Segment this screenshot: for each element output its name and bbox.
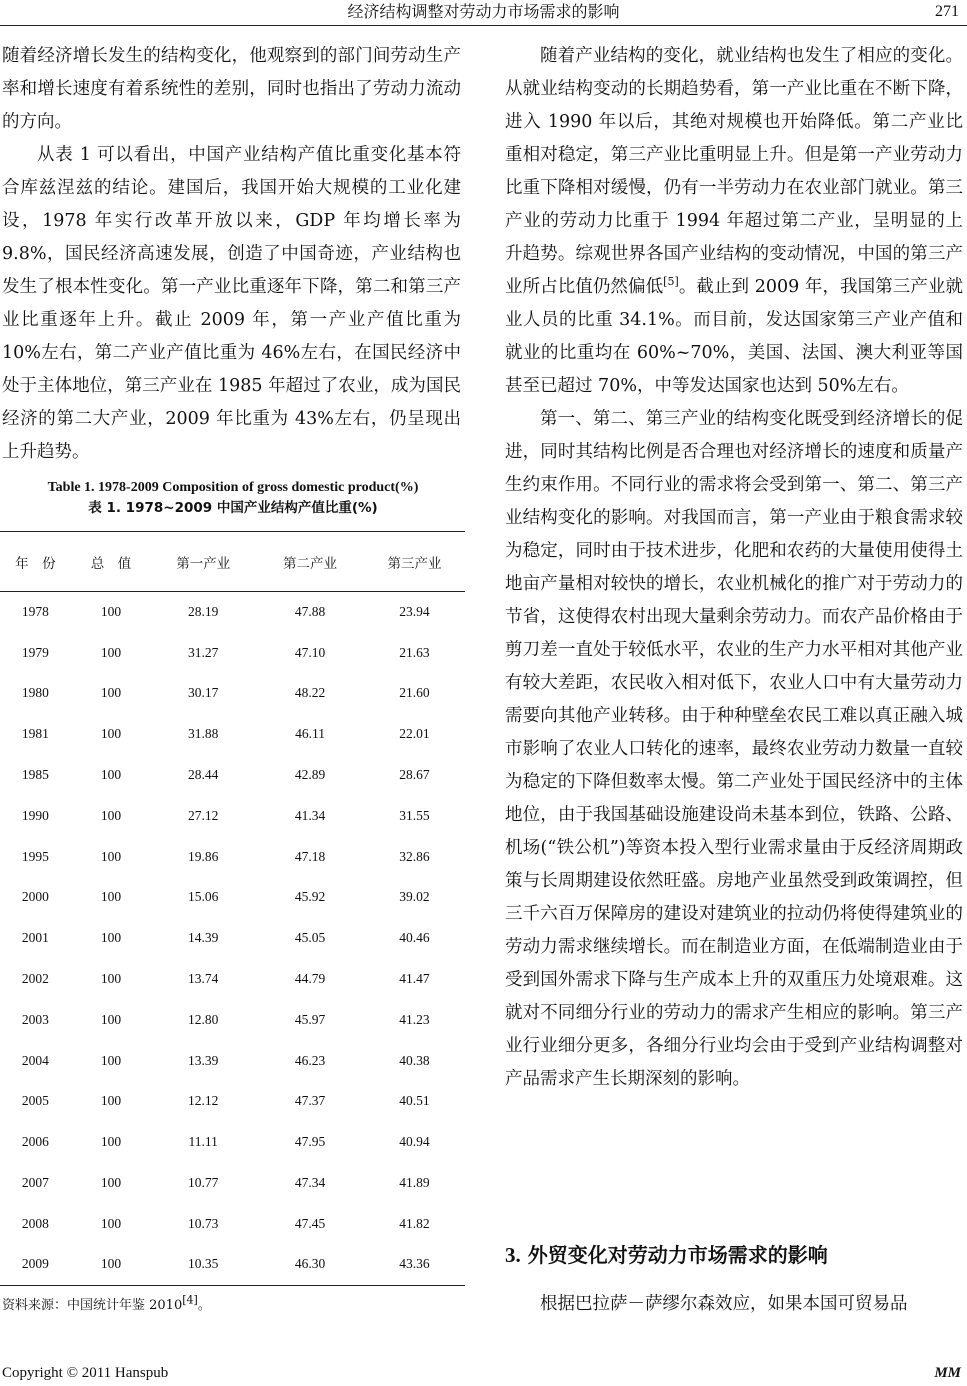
source-reference: [4] (182, 1293, 198, 1307)
table-source-note (2, 1293, 211, 1316)
cell-total: 100 (100, 1093, 122, 1109)
cell-year: 1990 (21, 807, 49, 823)
footer-journal: MM (934, 1365, 961, 1381)
table-header-row (0, 532, 465, 592)
table-row (0, 959, 465, 1000)
cell-primary: 19.86 (188, 848, 219, 864)
right-paragraph-1-text-a: 随着产业结构的变化，就业结构也发生了相应的变化。从就业结构变动的长期趋势看，第一产业比重在不断下降，进入 1990 年以后，其绝对规模也开始降低。第二产业比重相对稳定，第三产业比重明显上升。但是第一产业劳动力比重下降相对缓慢，仍有一半劳动力在农业部门就业。第三产业的劳动力比重于 1994 年超过第二产业，呈明显的上升趋势。综观世界各国产业结构的变动情况，中国的第三产业所占比值仍然偏低 (505, 46, 963, 297)
cell-year: 1985 (21, 767, 49, 783)
footer-copyright: Copyright © 2011 Hanspub (2, 1365, 169, 1381)
cell-total: 100 (100, 644, 122, 660)
left-paragraph-1: 随着经济增长发生的结构变化，他观察到的部门间劳动生产率和增长速度有着系统性的差别，同时也指出了劳动力流动的方向。 (2, 46, 461, 132)
cell-total: 100 (100, 889, 122, 905)
cell-total: 100 (100, 726, 122, 742)
cell-secondary: 48.22 (294, 685, 326, 701)
cell-total: 100 (100, 1052, 122, 1068)
cell-secondary: 47.18 (294, 848, 326, 864)
cell-primary: 13.74 (188, 971, 219, 987)
cell-primary: 27.12 (188, 807, 219, 823)
cell-year: 2004 (21, 1052, 49, 1068)
cell-tertiary: 40.94 (399, 1134, 430, 1150)
cell-primary: 10.73 (188, 1215, 219, 1231)
cell-secondary: 47.45 (294, 1215, 326, 1231)
table-caption-zh: 表 1. 1978~2009 中国产业结构产值比重(%) (88, 500, 378, 516)
cell-primary: 28.44 (188, 767, 219, 783)
table-caption (0, 478, 466, 518)
cell-tertiary: 39.02 (399, 889, 430, 905)
cell-year: 2007 (21, 1175, 49, 1191)
right-paragraph-1 (505, 40, 963, 403)
cell-year: 2008 (21, 1215, 49, 1231)
cell-total: 100 (100, 1011, 122, 1027)
table-row (0, 714, 465, 755)
cell-tertiary: 31.55 (399, 807, 430, 823)
cell-secondary: 47.37 (294, 1093, 326, 1109)
right-paragraph-1-text-b: 。截止到 2009 年，我国第三产业就业人员的比重 34.1%。而目前，发达国家第三产业产值和就业的比重均在 60%~70%，美国、法国、澳大利亚等国甚至已超过 70%，中等发达国家也达到 50%左右。 (505, 277, 963, 396)
reference-5: [5] (663, 275, 679, 289)
table-row (0, 755, 465, 796)
table-row (0, 673, 465, 714)
table-row (0, 836, 465, 877)
page-number: 271 (935, 3, 959, 20)
table-row (0, 877, 465, 918)
cell-year: 2006 (21, 1134, 49, 1150)
cell-secondary: 46.11 (295, 726, 325, 742)
cell-secondary: 45.05 (294, 930, 326, 946)
cell-total: 100 (100, 807, 122, 823)
header-secondary: 第二产业 (256, 532, 364, 592)
source-end: 。 (197, 1298, 211, 1313)
cell-secondary: 47.34 (294, 1175, 326, 1191)
cell-primary: 14.39 (188, 930, 219, 946)
cell-total: 100 (100, 1215, 122, 1231)
cell-total: 100 (100, 767, 122, 783)
cell-tertiary: 23.94 (399, 604, 430, 620)
cell-tertiary: 21.60 (399, 685, 430, 701)
cell-tertiary: 28.67 (399, 767, 430, 783)
cell-total: 100 (100, 848, 122, 864)
cell-tertiary: 41.89 (399, 1175, 430, 1191)
running-title: 经济结构调整对劳动力市场需求的影响 (347, 2, 620, 21)
cell-tertiary: 21.63 (399, 644, 430, 660)
right-paragraph-2: 第一、第二、第三产业的结构变化既受到经济增长的促进，同时其结构比例是否合理也对经济增长的速度和质量产生约束作用。不同行业的需求将会受到第一、第二、第三产业结构变化的影响。对我国而言，第一产业由于粮食需求较为稳定，同时由于技术进步，化肥和农药的大量使用使得土地亩产量相对较快的增长，农业机械化的推广对于劳动力的节省，这使得农村出现大量剩余劳动力。而农产品价格由于剪刀差一直处于较低水平，农业的生产力水平相对其他产业有较大差距，农民收入相对低下，农业人口中有大量劳动力需要向其他产业转移。由于种种壁垒农民工难以真正融入城市影响了农业人口转化的速率，最终农业劳动力数量一直较为稳定的下降但数率太慢。第二产业处于国民经济中的主体地位，由于我国基础设施建设尚未基本到位，铁路、公路、机场(“铁公机”)等资本投入型行业需求量由于反经济周期政策与长周期建设依然旺盛。房地产业虽然受到政策调控，但三千六百万保障房的建设对建筑业的拉动仍将使得建筑业的劳动力需求继续增长。而在制造业方面，在低端制造业由于受到国外需求下降与生产成本上升的双重压力处境艰难。这就对不同细分行业的劳动力的需求产生相应的影响。第三产业行业细分更多，各细分行业均会由于受到产业结构调整对产品需求产生长期深刻的影响。 (505, 409, 963, 1089)
cell-tertiary: 32.86 (399, 848, 430, 864)
table-row (0, 918, 465, 959)
cell-year: 2009 (0, 1244, 72, 1285)
cell-secondary: 42.89 (294, 767, 326, 783)
cell-primary: 11.11 (188, 1134, 218, 1150)
cell-year: 1981 (21, 726, 49, 742)
cell-primary: 31.27 (188, 644, 219, 660)
table-row (0, 999, 465, 1040)
table-row (0, 1163, 465, 1204)
cell-primary: 12.12 (188, 1093, 219, 1109)
left-column (2, 40, 461, 469)
cell-year: 1979 (21, 644, 49, 660)
header-total: 总 值 (72, 532, 151, 592)
cell-secondary: 47.88 (294, 604, 326, 620)
cell-primary: 30.17 (188, 685, 219, 701)
gdp-composition-table (0, 531, 465, 1286)
section-title: 外贸变化对劳动力市场需求的影响 (527, 1243, 828, 1267)
cell-secondary: 46.30 (256, 1244, 364, 1285)
cell-primary: 12.80 (188, 1011, 219, 1027)
left-paragraph-2: 从表 1 可以看出，中国产业结构产值比重变化基本符合库兹涅兹的结论。建国后，我国开始大规模的工业化建设，1978 年实行改革开放以来，GDP 年均增长率为 9.8%，国民经济高速发展，创造了中国奇迹，产业结构也发生了根本性变化。第一产业比重逐年下降，第二和第三产业比重逐年上升。截止 2009 年，第一产业产值比重为 10%左右，第二产业产值比重为 46%左右，在国民经济中处于主体地位，第三产业在 1985 年超过了农业，成为国民经济的第二大产业，2009 年比重为 43%左右，仍呈现出上升趋势。 (2, 145, 461, 462)
table-row (0, 1081, 465, 1122)
cell-year: 2005 (21, 1093, 49, 1109)
cell-total: 100 (100, 604, 122, 620)
cell-secondary: 44.79 (294, 971, 326, 987)
cell-total: 100 (100, 685, 122, 701)
source-text: 资料来源：中国统计年鉴 2010 (2, 1298, 183, 1313)
cell-secondary: 41.34 (294, 807, 326, 823)
table-row (0, 1122, 465, 1163)
table-row (0, 1203, 465, 1244)
cell-tertiary: 40.51 (399, 1093, 430, 1109)
right-paragraph-3: 根据巴拉萨－萨缪尔森效应，如果本国可贸易品 (540, 1294, 908, 1314)
header-primary: 第一产业 (150, 532, 256, 592)
cell-secondary: 45.92 (294, 889, 326, 905)
cell-total: 100 (72, 1244, 151, 1285)
header-tertiary: 第三产业 (364, 532, 465, 592)
header-year: 年 份 (0, 532, 72, 592)
table-row (0, 1244, 465, 1285)
cell-tertiary: 40.38 (399, 1052, 430, 1068)
cell-year: 2002 (21, 971, 49, 987)
table-row (0, 1040, 465, 1081)
cell-total: 100 (100, 1175, 122, 1191)
cell-primary: 15.06 (188, 889, 219, 905)
cell-secondary: 45.97 (294, 1011, 326, 1027)
cell-year: 1995 (21, 848, 49, 864)
table-row (0, 592, 465, 633)
cell-primary: 10.77 (188, 1175, 219, 1191)
cell-primary: 28.19 (188, 604, 219, 620)
cell-year: 2000 (21, 889, 49, 905)
cell-tertiary: 41.47 (399, 971, 430, 987)
cell-tertiary: 43.36 (364, 1244, 465, 1285)
cell-secondary: 47.10 (294, 644, 326, 660)
table-row (0, 632, 465, 673)
right-column (505, 40, 963, 1096)
cell-year: 1978 (21, 604, 49, 620)
section-heading (505, 1240, 963, 1270)
cell-year: 1980 (21, 685, 49, 701)
table-row (0, 795, 465, 836)
cell-primary: 31.88 (188, 726, 219, 742)
cell-tertiary: 41.82 (399, 1215, 430, 1231)
table-caption-en: Table 1. 1978-2009 Composition of gross domestic product(%) (47, 480, 419, 495)
cell-total: 100 (100, 971, 122, 987)
page-header (0, 0, 967, 26)
cell-tertiary: 41.23 (399, 1011, 430, 1027)
cell-year: 2001 (21, 930, 49, 946)
cell-year: 2003 (21, 1011, 49, 1027)
cell-tertiary: 22.01 (399, 726, 430, 742)
cell-secondary: 47.95 (294, 1134, 326, 1150)
cell-primary: 10.35 (150, 1244, 256, 1285)
cell-tertiary: 40.46 (399, 930, 430, 946)
cell-total: 100 (100, 1134, 122, 1150)
cell-secondary: 46.23 (294, 1052, 326, 1068)
section-number: 3. (505, 1243, 521, 1267)
cell-total: 100 (100, 930, 122, 946)
cell-primary: 13.39 (188, 1052, 219, 1068)
